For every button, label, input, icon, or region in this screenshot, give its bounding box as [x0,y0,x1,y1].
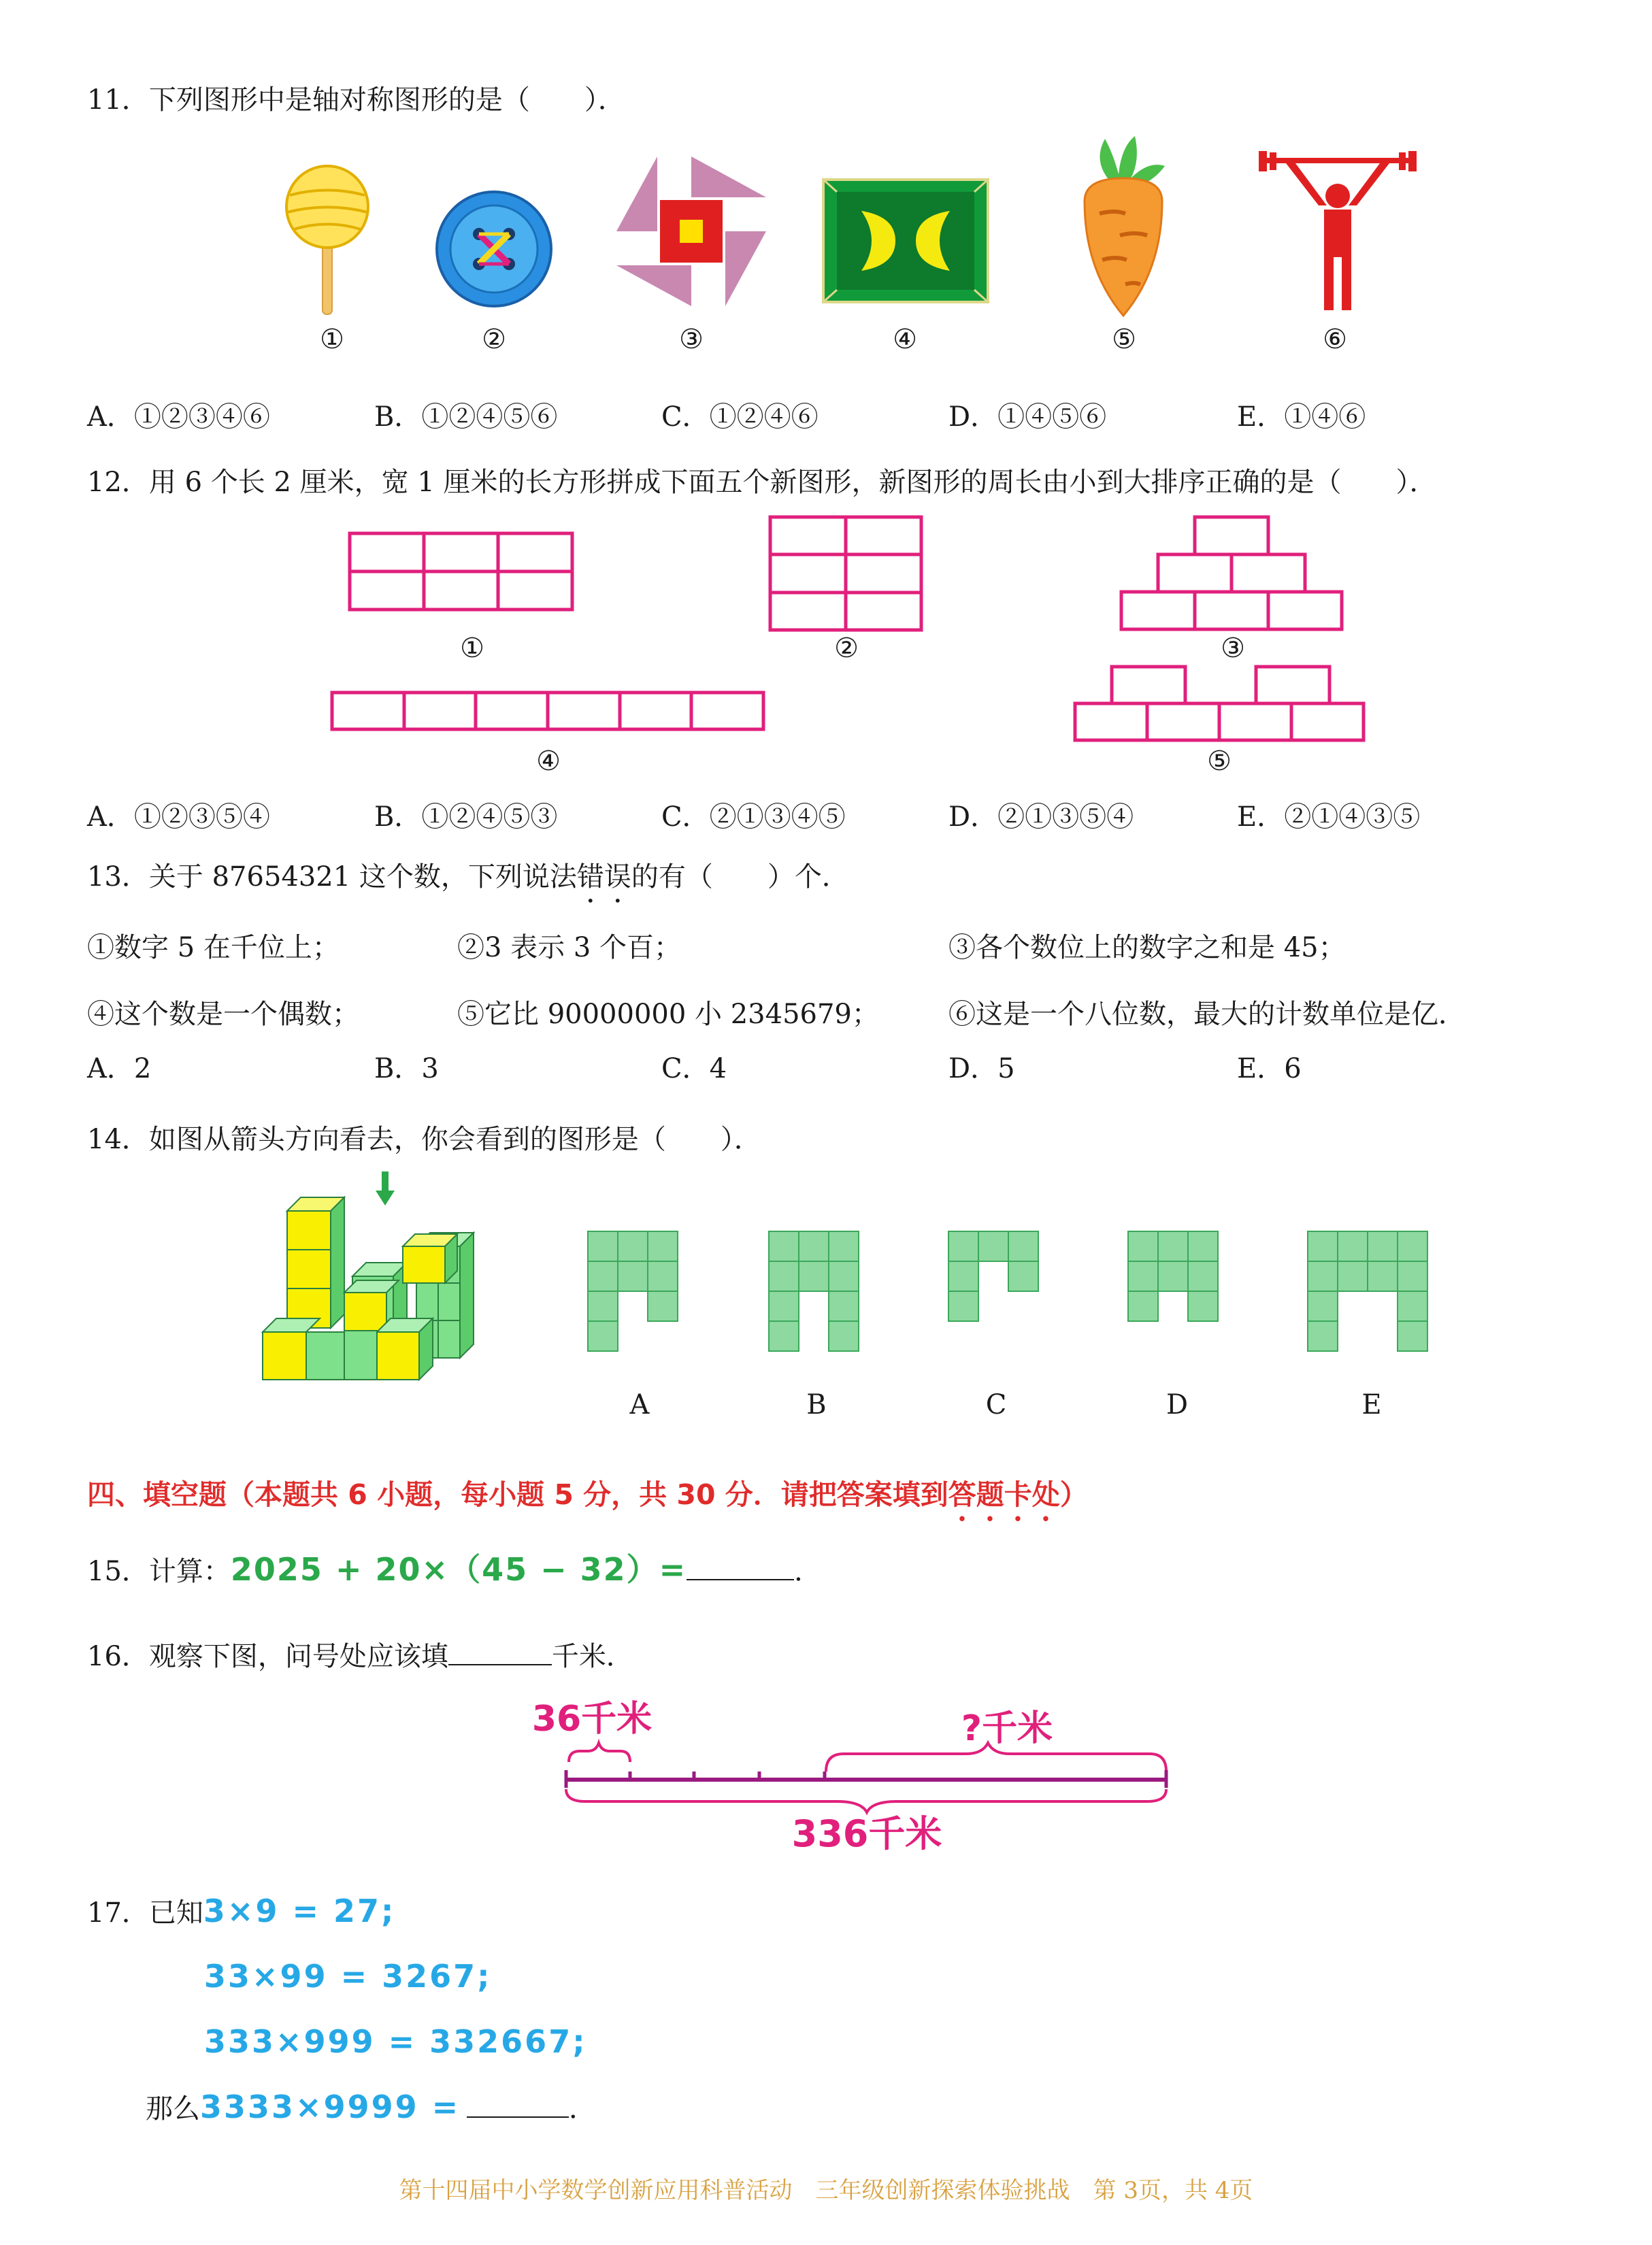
label-336km: 336千米 [791,1812,942,1855]
q16-answer-blank[interactable] [448,1640,552,1665]
q14-option-e-label[interactable]: E [1361,1389,1382,1420]
q12-option-c[interactable]: C．②①③④⑤ [661,801,846,833]
q13-statement-6: ⑥这是一个八位数，最大的计数单位是亿． [948,999,1466,1030]
q13-statement-1: ①数字 5 在千位上； [87,932,340,963]
label-36km: 36千米 [531,1699,652,1740]
down-arrow-icon [376,1171,395,1205]
q17-line-3 [204,2025,587,2061]
q17-expr-4: 3333×9999 = [200,2089,461,2125]
q12-figure-3 [1117,514,1349,634]
q17-line-1: 17．已知3×9 = 27; [87,1893,396,1929]
q13-option-e[interactable]: E．6 [1237,1053,1302,1084]
q11-option-e[interactable]: E．①④⑥ [1237,401,1366,433]
q12-figure-5 [1071,664,1368,746]
q11-option-a[interactable]: A．①②③④⑥ [87,401,270,433]
q15-line: 15．计算：2025 + 20×（45 − 32）= ． [87,1551,822,1588]
q15-expression: 2025 + 20×（45 − 32）= [230,1551,687,1588]
q11-fig1-label: ① [320,324,344,355]
q12-option-b[interactable]: B．①②④⑤③ [374,801,558,833]
q13-option-d[interactable]: D．5 [948,1053,1015,1084]
q17-expr-2: 33×99 = 3267; [204,1958,492,1995]
view-option-b[interactable] [767,1230,861,1355]
distance-diagram [531,1686,1184,1856]
lollipop-icon [278,165,380,321]
q11-fig3-label: ③ [679,324,704,355]
q17-line-4: 那么3333×9999 = ． [146,2089,597,2125]
q13-statement-3: ③各个数位上的数字之和是 45； [948,932,1346,963]
q12-fig2-label: ② [834,633,859,664]
view-option-a[interactable] [587,1230,680,1355]
view-option-c[interactable] [947,1230,1041,1325]
q14-option-d-label[interactable]: D [1166,1389,1189,1420]
section-4-emphasis: 答题卡处 [948,1478,1060,1511]
q12-figure-1 [347,531,578,615]
q11-option-c[interactable]: C．①②④⑥ [661,401,819,433]
q12-fig3-label: ③ [1221,633,1245,664]
q13-statement-5: ⑤它比 90000000 小 2345679； [457,999,879,1030]
q14-stem: 14．如图从箭头方向看去，你会看到的图形是（ ）． [87,1124,761,1155]
q12-fig4-label: ④ [536,746,561,777]
q12-option-a[interactable]: A．①②③⑤④ [87,801,270,833]
q14-option-a-label[interactable]: A [629,1389,650,1420]
q12-fig1-label: ① [460,633,484,664]
q11-option-d[interactable]: D．①④⑤⑥ [948,401,1107,433]
section-4-heading: 四、填空题（本题共 6 小题，每小题 5 分，共 30 分．请把答案填到答题卡处） [87,1478,1088,1511]
q11-option-b[interactable]: B．①②④⑤⑥ [374,401,558,433]
q12-option-d[interactable]: D．②①③⑤④ [948,801,1134,833]
q17-expr-3: 333×999 = 332667; [204,2023,587,2060]
q12-figure-2 [767,514,925,634]
q17-expr-1: 3×9 = 27; [203,1893,396,1929]
button-icon [434,189,554,309]
q13-option-b[interactable]: B．3 [374,1053,439,1084]
q13-statement-2: ②3 表示 3 个百； [457,932,682,963]
weightlifter-icon [1256,151,1419,314]
pinwheel-icon [610,150,773,313]
q12-figure-4 [329,690,769,735]
q17-answer-blank[interactable] [467,2092,569,2118]
q15-answer-blank[interactable] [687,1554,794,1580]
framed-pattern-icon [822,178,989,303]
view-option-e[interactable] [1306,1230,1430,1355]
q14-option-b-label[interactable]: B [806,1389,827,1420]
q13-option-a[interactable]: A．2 [87,1053,152,1084]
q12-option-e[interactable]: E．②①④③⑤ [1237,801,1421,833]
page-footer: 第十四届中小学数学创新应用科普活动 三年级创新探索体验挑战 第 3页，共 4页 [399,2177,1253,2204]
q11-fig4-label: ④ [893,324,917,355]
q12-fig5-label: ⑤ [1207,746,1232,777]
q12-stem: 12．用 6 个长 2 厘米，宽 1 厘米的长方形拼成下面五个新图形，新图形的周长由小到大排序正确的是（ ）． [87,467,1437,498]
view-option-d[interactable] [1127,1230,1221,1325]
q11-fig2-label: ② [482,324,506,355]
q11-fig5-label: ⑤ [1112,324,1136,355]
cube-stack-figure [257,1167,509,1403]
q13-option-c[interactable]: C．4 [661,1053,727,1084]
q11-fig6-label: ⑥ [1323,324,1347,355]
q13-statement-4: ④这个数是一个偶数； [87,999,359,1030]
q13-stem: 13．关于 87654321 这个数，下列说法错误的有（ ）个． [87,861,849,893]
q14-option-c-label[interactable]: C [985,1389,1007,1420]
q13-emphasis: 错误 [576,861,631,893]
carrot-icon [1072,133,1174,318]
label-unknown-km: ?千米 [961,1708,1053,1749]
q11-stem: 11．下列图形中是轴对称图形的是（ ）． [87,84,625,116]
q16-line: 16．观察下图，问号处应该填 千米． [87,1641,633,1672]
q17-line-2 [204,1959,492,1995]
